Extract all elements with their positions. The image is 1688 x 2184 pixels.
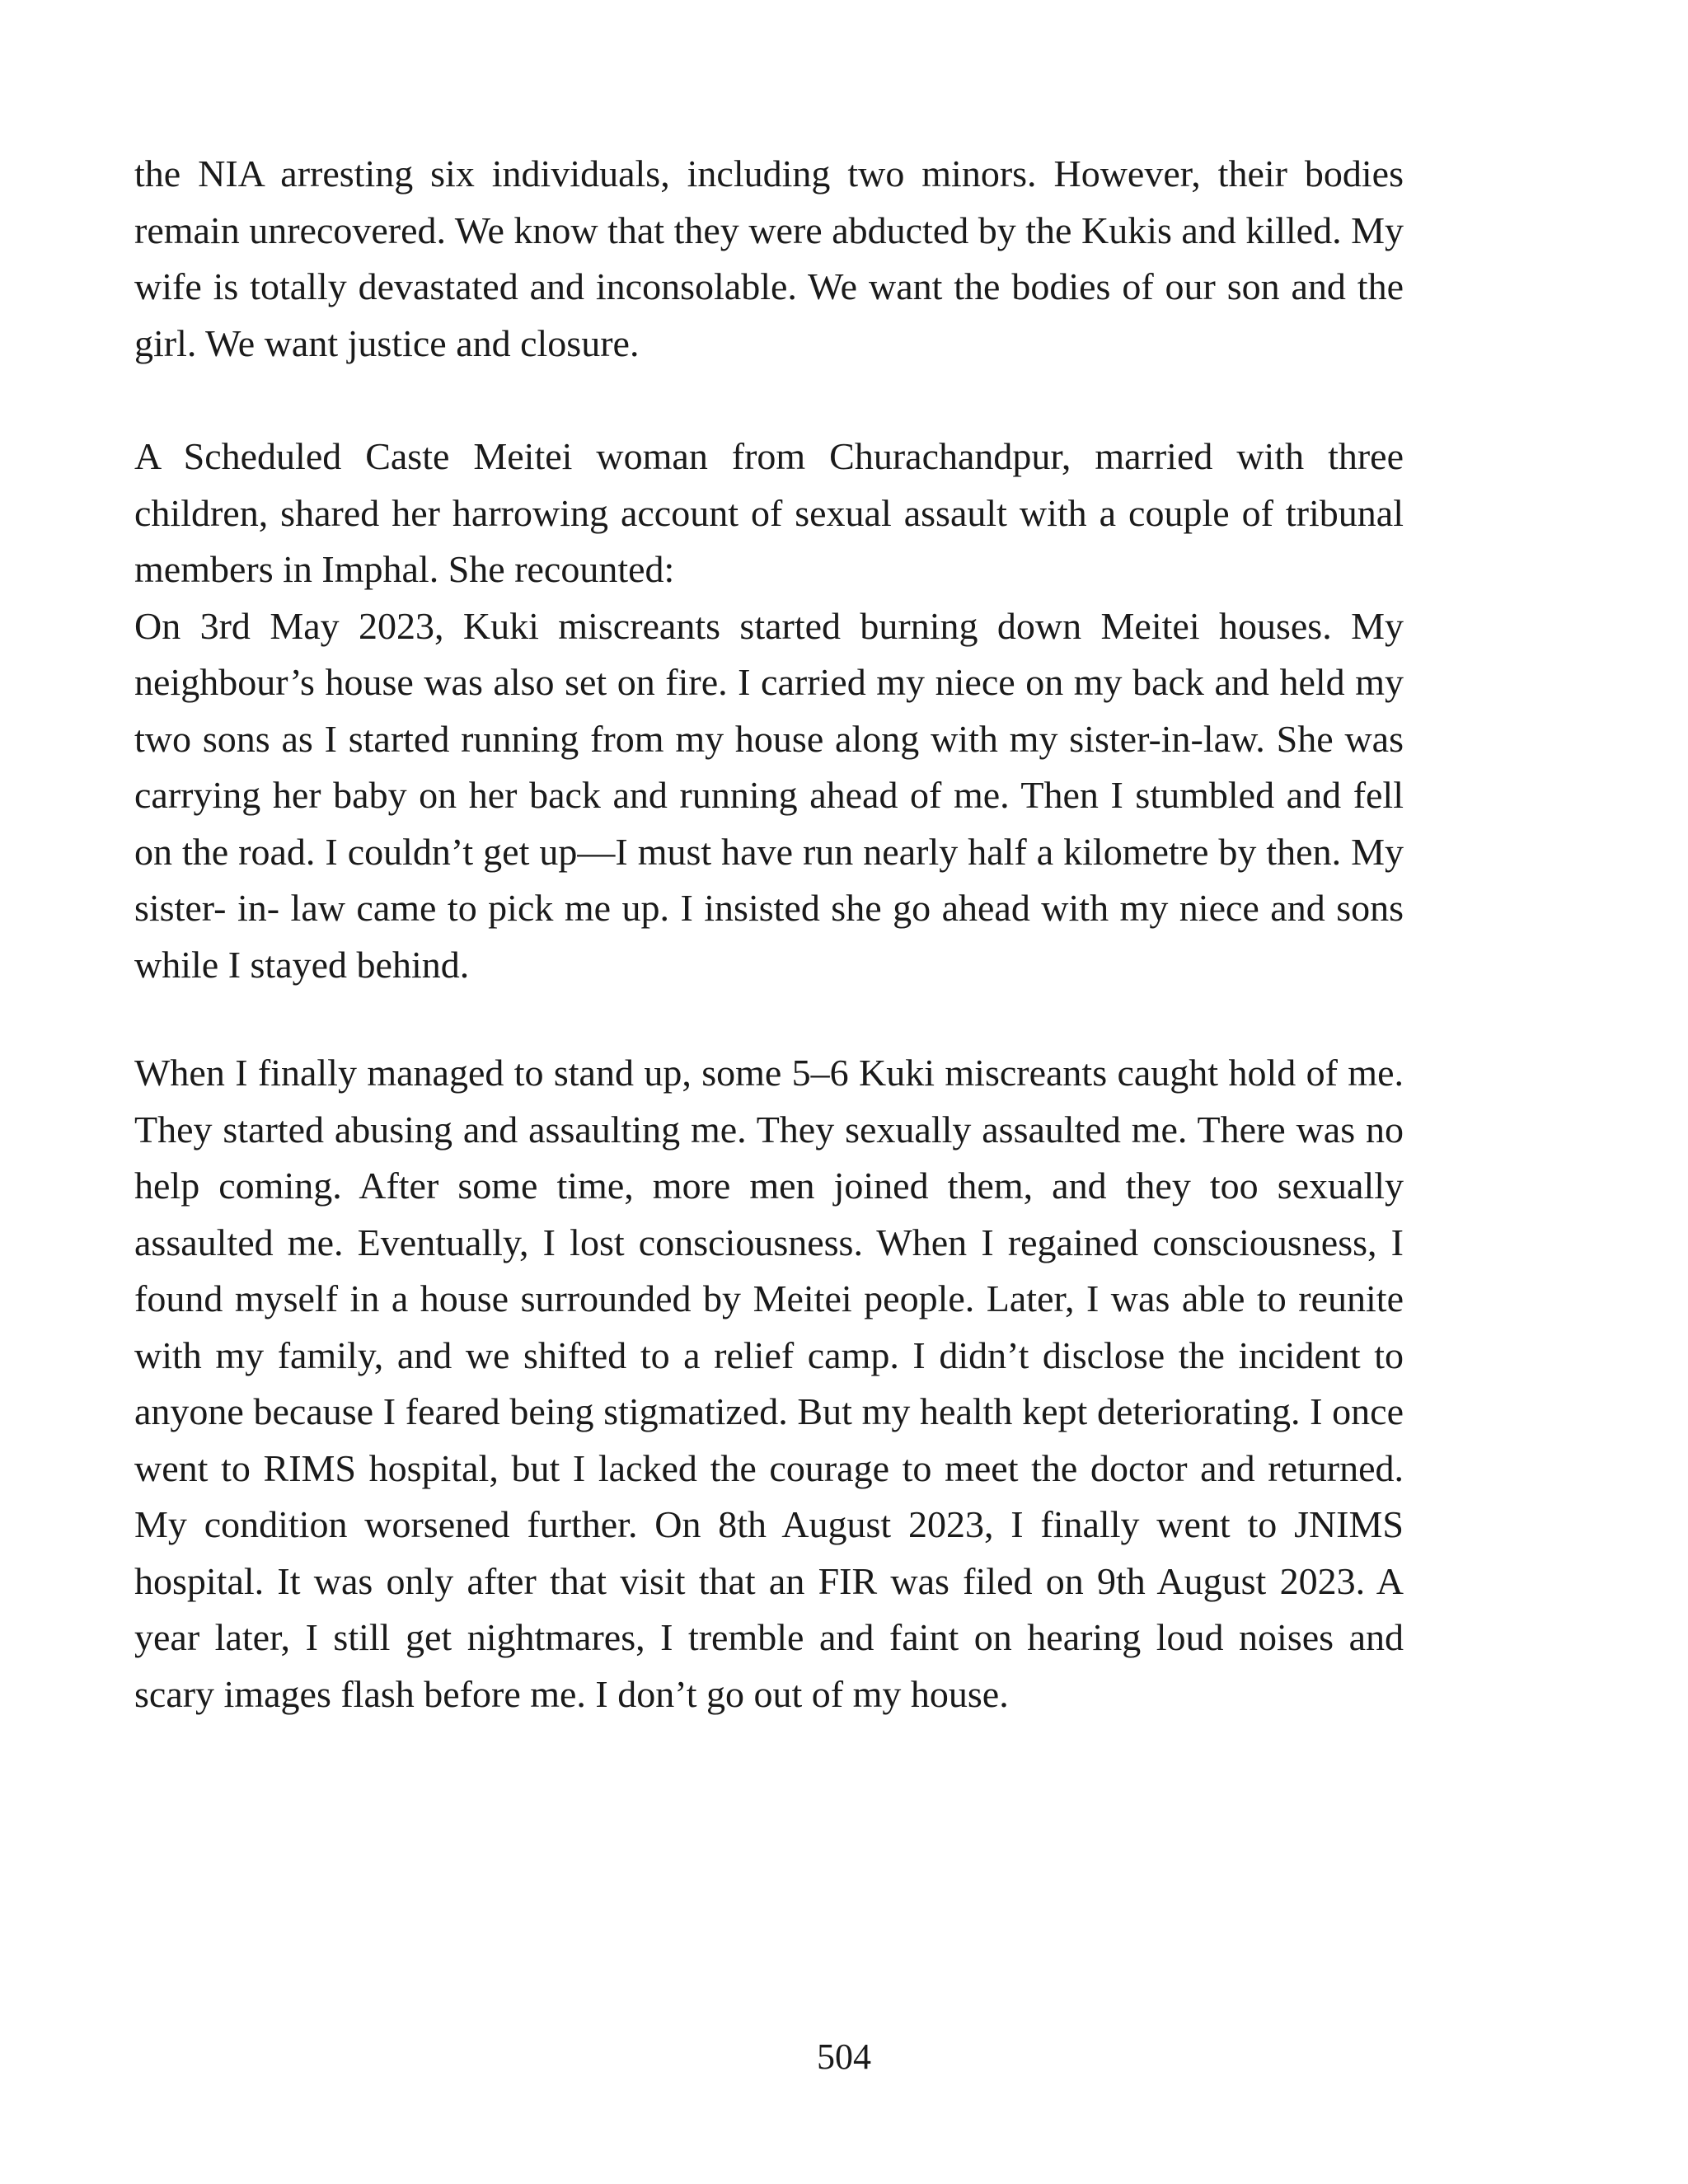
paragraph-text: On 3rd May 2023, Kuki miscreants started burning down Meitei houses. My neighbour’s house was also set on fire. I carried my niece on my back and held my two sons as I started running from my house along with my sister-in-law. She was carrying her baby on her back and running ahead of me. Then I stumbled and fell on the road. I couldn’t get up—I must have run nearly half a kilometre by then. My sister- in- law came to pick me up. I insisted she go ahead with my niece and sons while I stayed behind. bbox=[134, 604, 1404, 986]
body-paragraph-group bbox=[134, 429, 1404, 993]
body-paragraph bbox=[134, 1045, 1404, 1722]
paragraph-text: the NIA arresting six individuals, including two minors. However, their bodies remain unrecovered. We know that they were abducted by the Kukis and killed. My wife is totally devastated and inconsolable. We want the bodies of our son and the girl. We want justice and closure. bbox=[134, 152, 1404, 364]
body-paragraph bbox=[134, 146, 1404, 372]
paragraph-text: A Scheduled Caste Meitei woman from Churachandpur, married with three children, shared her harrowing account of sexual assault with a couple of tribunal members in Imphal. She recounted: bbox=[134, 435, 1404, 590]
page-number: 504 bbox=[817, 2036, 871, 2077]
paragraph-text: When I finally managed to stand up, some 5–6 Kuki miscreants caught hold of me. They started abusing and assaulting me. They sexually assaulted me. There was no help coming. After some time, more men joined them, and they too sexually assaulted me. Eventually, I lost consciousness. When I regained consciousness, I found myself in a house surrounded by Meitei people. Later, I was able to reunite with my family, and we shifted to a relief camp. I didn’t disclose the incident to anyone because I feared being stigmatized. But my health kept deteriorating. I once went to RIMS hospital, but I lacked the courage to meet the doctor and returned. My condition worsened further. On 8th August 2023, I finally went to JNIMS hospital. It was only after that visit that an FIR was filed on 9th August 2023. A year later, I still get nightmares, I tremble and faint on hearing loud noises and scary images flash before me. I don’t go out of my house. bbox=[134, 1052, 1404, 1715]
